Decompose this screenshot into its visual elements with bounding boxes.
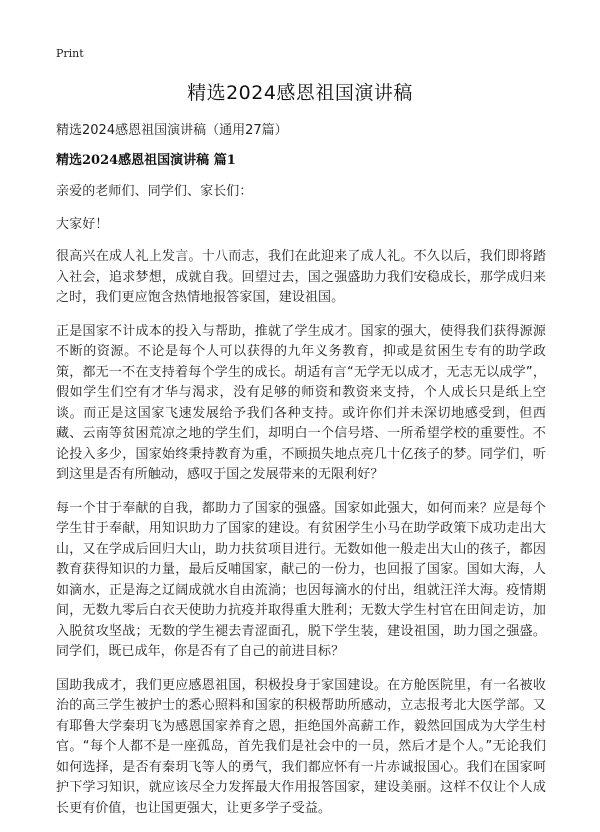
paragraph: 正是国家不计成本的投入与帮助，推就了学生成才。国家的强大，使得我们获得源源不断的资源。不论是每个人可以获得的九年义务教育，抑或是贫困生专有的助学政策，都无一不在支持着每个学生的成长。胡适有言“无学无以成才，无志无以成学”，假如学生们空有才华与渴求，没有足够的师资和教资来支持，个人成长只是纸上空谈。而正是这国家飞速发展给予我们各种支持。或许你们并未深切地感受到，但西藏、云南等贫困荒凉之地的学生们，却明白一个信号塔、一所希望学校的重要性。不论投入多少，国家始终秉持教育为重，不顾损失地点亮几十亿孩子的梦。同学们，听到这里是否有所触动，感叹于国之发展带来的无限利好？ (56, 323, 546, 482)
paragraph: 国助我成才，我们更应感恩祖国，积极投身于家国建设。在方舱医院里，有一名被收治的高三学生被护士的悉心照料和国家的积极帮助所感动，立志报考北大医学部。又有耶鲁大学秦玥飞为感恩国家养育之恩，拒绝国外高薪工作，毅然回国成为大学生村官。“每个人都不是一座孤岛，首先我们是社会中的一员，然后才是个人。”无论我们如何选择，是否有秦玥飞等人的勇气，我们都应怀有一片赤诚报国心。我们在国家呵护下学习知识，就应该尽全力发挥最大作用报答国家，建设美丽。这样不仅让个人成长更有价值，也让国更强大，让更多学子受益。 (56, 677, 546, 816)
section-heading: 精选2024感恩祖国演讲稿 篇1 (56, 153, 236, 168)
document-title: 精选2024感恩祖国演讲稿 (187, 82, 413, 104)
paragraph: 每一个甘于奉献的自我，都助力了国家的强盛。国家如此强大，如何而来？应是每个学生甘于奉献，用知识助力了国家的建设。有贫困学生小马在助学政策下成功走出大山，又在学成后回归大山，助力扶贫项目进行。无数如他一般走出大山的孩子，都因教育获得知识的力量，最后反哺国家，献己的一份力，也回报了国家。国如大海，人如滴水，正是海之辽阔成就水自由流淌；也因每滴水的付出，组就汪洋大海。疫情期间，无数九零后白衣天使助力抗疫并取得重大胜利；无数大学生村官在田间走访，加入脱贫攻坚战；无数的学生褪去青涩面孔，脱下学生装，建设祖国，助力国之强盛。同学们，既已成年，你是否有了自己的前进目标？ (56, 500, 546, 659)
print-label[interactable]: Print (56, 47, 84, 60)
document-subtitle: 精选2024感恩祖国演讲稿（通用27篇） (56, 123, 288, 138)
greeting: 大家好！ (56, 216, 109, 232)
salutation: 亲爱的老师们、同学们、家长们： (56, 184, 253, 199)
document-body (56, 122, 546, 832)
paragraph: 很高兴在成人礼上发言。十八而志，我们在此迎来了成人礼。不久以后，我们即将踏入社会，追求梦想，成就自我。回望过去，国之强盛助力我们安稳成长，那学成归来之时，我们更应饱含热情地报答家国，建设祖国。 (56, 249, 546, 305)
